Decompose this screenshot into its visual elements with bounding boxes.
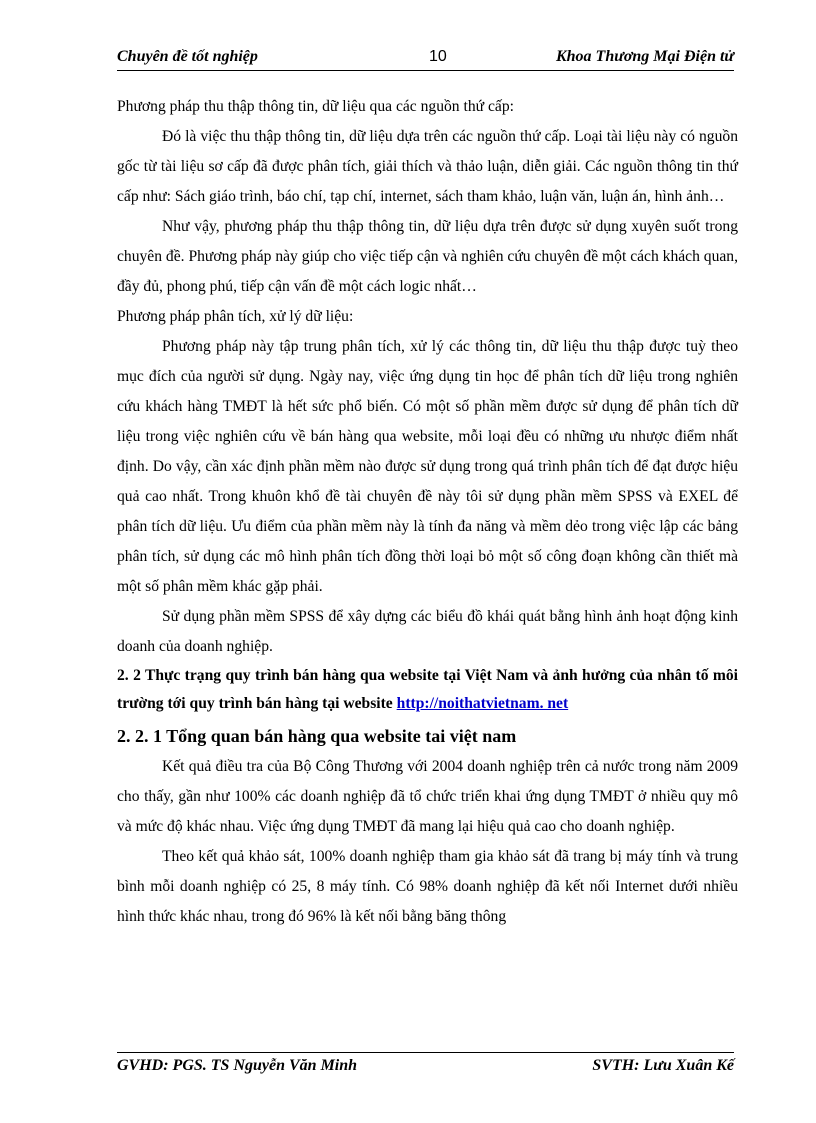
paragraph-spss: Sử dụng phần mềm SPSS để xây dựng các biểu đồ khái quát bằng hình ảnh hoạt động kinh doanh của doanh nghiệp. bbox=[117, 608, 738, 655]
page-footer bbox=[117, 1052, 734, 1077]
paragraph-method-summary: Như vậy, phương pháp thu thập thông tin, dữ liệu dựa trên được sử dụng xuyên suốt trong chuyên đề. Phương pháp này giúp cho việc tiếp cận và nghiên cứu chuyên đề một cách khách quan, đầy đủ, phong phú, tiếp cận vấn đề một cách logic nhất… bbox=[117, 218, 738, 295]
paragraph-analysis-method: Phương pháp này tập trung phân tích, xử lý các thông tin, dữ liệu thu thập được tuỳ theo mục đích của người sử dụng. Ngày nay, việc ứng dụng tin học để phân tích dữ liệu trong nghiên cứu khách hàng TMĐT là hết sức phổ biến. Có một số phần mềm được sử dụng để phân tích dữ liệu trong việc nghiên cứu về bán hàng qua website, mỗi loại đều có những ưu nhược điểm nhất định. Do vậy, cần xác định phần mềm nào được sử dụng trong quá trình phân tích để đạt được hiệu quả cao nhất. Trong khuôn khổ đề tài chuyên đề này tôi sử dụng phần mềm SPSS và EXEL để phân tích dữ liệu. Ưu điểm của phần mềm này là tính đa năng và mềm dẻo trong việc lập các bảng phân tích, sử dụng các mô hình phân tích đồng thời loại bỏ một số công đoạn không cần thiết mà một số phân mềm khác gặp phải. bbox=[117, 338, 738, 595]
paragraph-survey-computers: Theo kết quả khảo sát, 100% doanh nghiệp tham gia khảo sát đã trang bị máy tính và trung bình mỗi doanh nghiệp có 25, 8 máy tính. Có 98% doanh nghiệp đã kết nối Internet dưới nhiều hình thức khác nhau, trong đó 96% là kết nối bằng băng thông bbox=[117, 848, 738, 925]
paragraph-analysis-title: Phương pháp phân tích, xử lý dữ liệu: bbox=[117, 308, 354, 325]
paragraph-secondary-sources-title: Phương pháp thu thập thông tin, dữ liệu qua các nguồn thứ cấp: bbox=[117, 98, 514, 115]
website-link[interactable]: http://noithatvietnam. net bbox=[396, 695, 569, 712]
footer-student: SVTH: Lưu Xuân Kế bbox=[592, 1057, 734, 1074]
section-heading-2-2 bbox=[117, 662, 738, 718]
footer-supervisor: GVHD: PGS. TS Nguyễn Văn Minh bbox=[117, 1057, 358, 1074]
section-heading-2-2-text: 2. 2 Thực trạng quy trình bán hàng qua website tại Việt Nam và ảnh hưởng của nhân tố môi trường tới quy trình bán hàng tại website bbox=[117, 667, 738, 712]
page-header bbox=[117, 46, 734, 71]
header-title: Chuyên đề tốt nghiệp bbox=[117, 48, 258, 65]
page-body bbox=[117, 92, 738, 932]
paragraph-survey-results: Kết quả điều tra của Bộ Công Thương với 2004 doanh nghiệp trên cả nước trong năm 2009 cho thấy, gần như 100% các doanh nghiệp đã tổ chức triển khai ứng dụng TMĐT ở nhiều quy mô và mức độ khác nhau. Việc ứng dụng TMĐT đã mang lại hiệu quả cao cho doanh nghiệp. bbox=[117, 758, 738, 835]
page-number: 10 bbox=[429, 48, 447, 65]
section-heading-2-2-1: 2. 2. 1 Tổng quan bán hàng qua website tai việt nam bbox=[117, 726, 517, 746]
paragraph-secondary-sources: Đó là việc thu thập thông tin, dữ liệu dựa trên các nguồn thứ cấp. Loại tài liệu này có nguồn gốc từ tài liệu sơ cấp đã được phân tích, giải thích và thảo luận, diễn giải. Các nguồn thông tin thứ cấp như: Sách giáo trình, báo chí, tạp chí, internet, sách tham khảo, luận văn, luận án, hình ảnh… bbox=[117, 128, 738, 205]
header-faculty: Khoa Thương Mại Điện tử bbox=[555, 48, 734, 65]
